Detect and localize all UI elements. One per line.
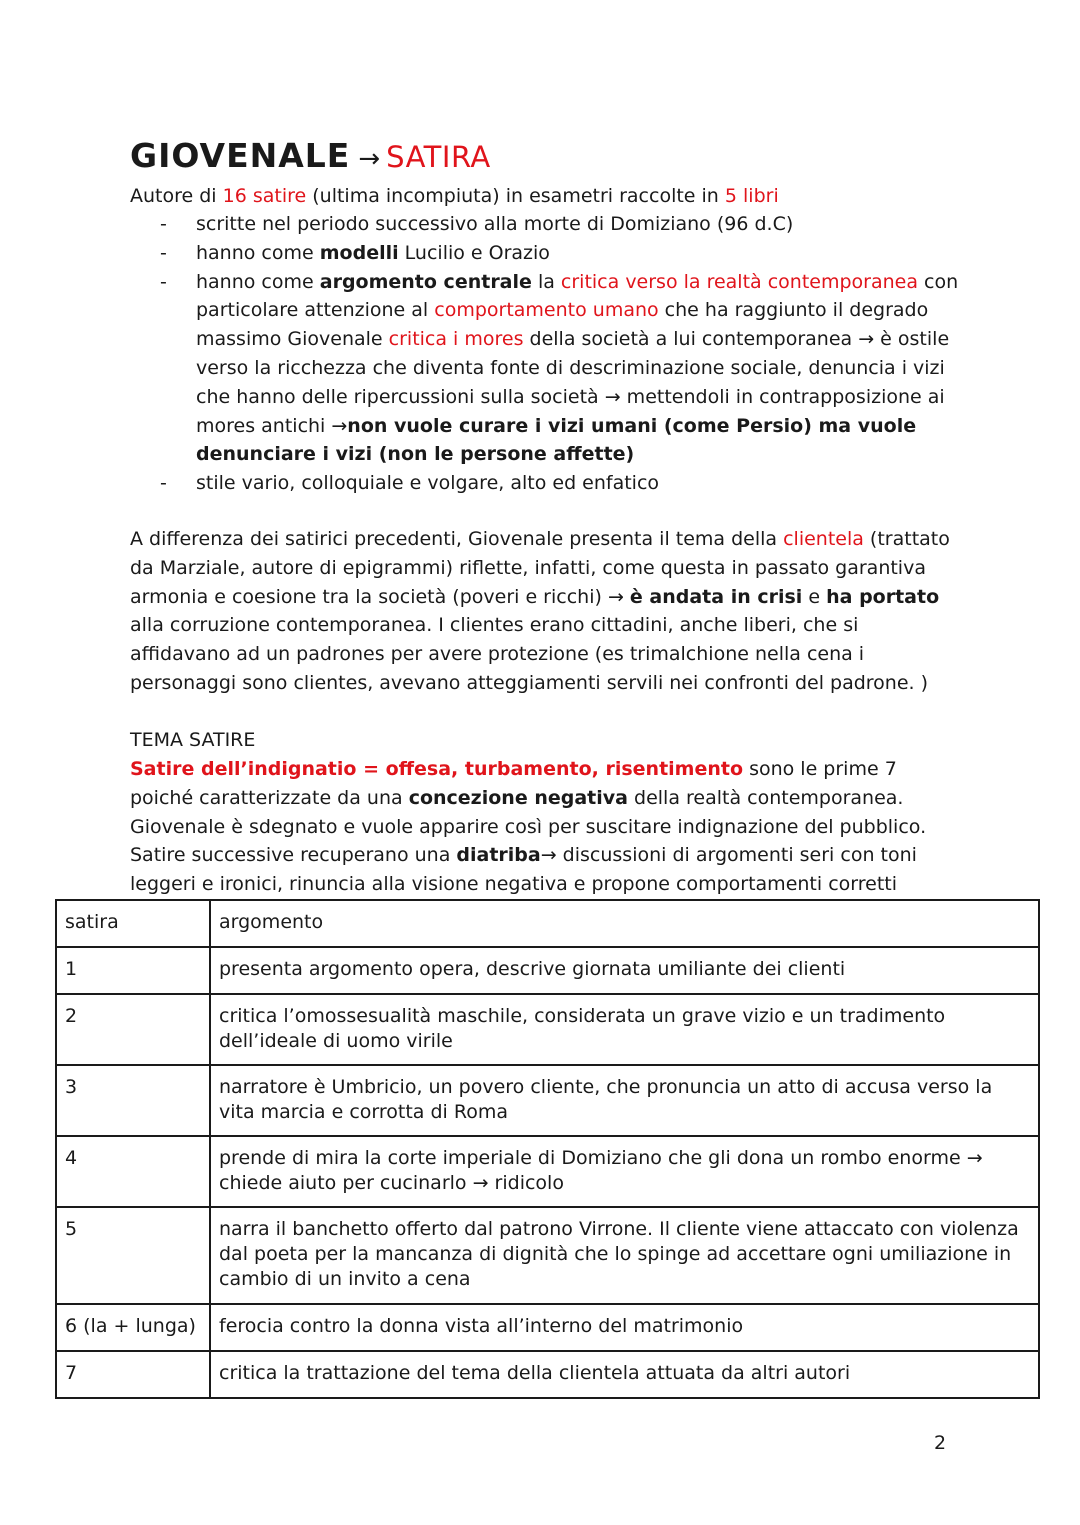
bullet-highlight: critica i mores <box>388 328 524 351</box>
title-author: GIOVENALE <box>130 136 351 175</box>
table-row <box>56 994 1039 1065</box>
title-arrow: → <box>358 144 381 174</box>
column-header-argomento: argomento <box>210 900 1039 947</box>
paragraph-bold: concezione negativa <box>408 786 628 809</box>
bullet-text: scritte nel periodo successivo alla morte di Domiziano (96 d.C) <box>196 213 794 235</box>
bullet-dash: - <box>160 270 167 293</box>
bullet-dash: - <box>160 241 167 264</box>
bullet-argument <box>160 268 960 470</box>
paragraph-highlight: Satire dell’indignatio = offesa, turbamento, risentimento <box>130 758 744 780</box>
indignatio-paragraph <box>130 755 960 841</box>
paragraph-text: A differenza dei satirici precedenti, Giovenale presenta il tema della <box>130 528 784 550</box>
clientela-paragraph <box>130 525 960 698</box>
paragraph-text: alla corruzione contemporanea. I clientes erano cittadini, anche liberi, che si affidavano ad un padrones per avere protezione (es trimalchione nella cena i personaggi sono clientes, avevano atteggiamenti servili nei confronti del padrone. ) <box>130 614 929 694</box>
satira-number: 3 <box>56 1065 210 1136</box>
intro-line <box>130 182 1030 211</box>
bullet-models <box>160 239 960 268</box>
satira-argomento: critica l’omossesualità maschile, considerata un grave vizio e un tradimento dell’ideale di uomo virile <box>210 994 1039 1065</box>
section-heading: TEMA SATIRE <box>130 729 256 751</box>
paragraph-bold: è andata in crisi <box>629 585 803 608</box>
paragraph-text: sono le prime 7 poiché caratterizzate da una <box>130 758 897 809</box>
table-row <box>56 1351 1039 1398</box>
satira-number: 5 <box>56 1207 210 1304</box>
bullet-text: Lucilio e Orazio <box>398 241 550 264</box>
page-number: 2 <box>934 1432 947 1454</box>
table-row <box>56 1207 1039 1304</box>
satira-number: 7 <box>56 1351 210 1398</box>
satira-argomento: narra il banchetto offerto dal patrono Virrone. Il cliente viene attaccato con violenza dal poeta per la mancanza di dignità che lo spinge ad accettare ogni umiliazione in cambio di un invito a cena <box>210 1207 1039 1304</box>
paragraph-text: della realtà contemporanea. Giovenale è sdegnato e vuole apparire così per suscitare indignazione del pubblico. <box>130 786 927 838</box>
paragraph-text: Satire successive recuperano una <box>130 844 457 866</box>
bullet-text: con particolare attenzione al <box>196 270 959 322</box>
bullet-text: hanno come <box>196 270 320 293</box>
satira-argomento: presenta argomento opera, descrive giornata umiliante dei clienti <box>210 947 1039 994</box>
bullet-bold: non vuole curare i vizi umani (come Persio) ma vuole denunciare i vizi (non le persone affette) <box>196 414 917 466</box>
title-topic: SATIRA <box>386 140 491 174</box>
satira-argomento: prende di mira la corte imperiale di Domiziano che gli dona un rombo enorme → chiede aiuto per cucinarlo → ridicolo <box>210 1136 1039 1207</box>
diatriba-paragraph <box>130 841 960 899</box>
table-header-row <box>56 900 1039 947</box>
satira-number: 2 <box>56 994 210 1065</box>
paragraph-highlight: clientela <box>783 528 864 550</box>
bullet-text: hanno come <box>196 241 320 264</box>
satira-number: 1 <box>56 947 210 994</box>
bullet-bold: argomento centrale <box>319 270 532 293</box>
table-row <box>56 1136 1039 1207</box>
bullet-period <box>160 210 960 239</box>
satira-number: 6 (la + lunga) <box>56 1304 210 1351</box>
intro-books-count: 5 libri <box>724 185 779 207</box>
bullet-list <box>160 210 960 498</box>
page-title <box>130 134 491 181</box>
bullet-highlight: comportamento umano <box>434 299 659 322</box>
bullet-text: che ha raggiunto il degrado massimo Giovenale <box>196 299 929 351</box>
bullet-dash: - <box>160 213 167 235</box>
paragraph-text: (trattato da Marziale, autore di epigrammi) riflette, infatti, come questa in passato garantiva armonia e coesione tra la società (poveri e ricchi) → <box>130 528 950 608</box>
bullet-dash: - <box>160 472 167 495</box>
satira-argomento: ferocia contro la donna vista all’interno del matrimonio <box>210 1304 1039 1351</box>
satire-table <box>55 899 1040 1399</box>
paragraph-text: e <box>802 585 827 608</box>
intro-satire-count: 16 satire <box>222 185 307 207</box>
intro-text: Autore di <box>130 185 223 207</box>
bullet-highlight: critica verso la realtà contemporanea <box>560 270 918 293</box>
table-row <box>56 1304 1039 1351</box>
bullet-text: della società a lui contemporanea → è ostile verso la ricchezza che diventa fonte di descriminazione sociale, denuncia i vizi che hanno delle ripercussioni sulla società → mettendoli in contrapposizione ai mores antichi → <box>196 328 950 437</box>
paragraph-text: → discussioni di argomenti seri con toni leggeri e ironici, rinuncia alla visione negativa e propone comportamenti corretti <box>130 844 917 895</box>
satira-argomento: narratore è Umbricio, un povero cliente, che pronuncia un atto di accusa verso la vita marcia e corrotta di Roma <box>210 1065 1039 1136</box>
column-header-satira: satira <box>56 900 210 947</box>
intro-text: (ultima incompiuta) in esametri raccolte in <box>306 185 725 207</box>
paragraph-bold: diatriba <box>456 844 541 866</box>
table-row <box>56 1065 1039 1136</box>
table-row <box>56 947 1039 994</box>
bullet-text: la <box>531 270 561 293</box>
bullet-bold: modelli <box>319 241 399 264</box>
satira-number: 4 <box>56 1136 210 1207</box>
satira-argomento: critica la trattazione del tema della clientela attuata da altri autori <box>210 1351 1039 1398</box>
paragraph-bold: ha portato <box>826 585 940 608</box>
bullet-text: stile vario, colloquiale e volgare, alto ed enfatico <box>196 472 660 495</box>
bullet-style <box>160 469 960 498</box>
